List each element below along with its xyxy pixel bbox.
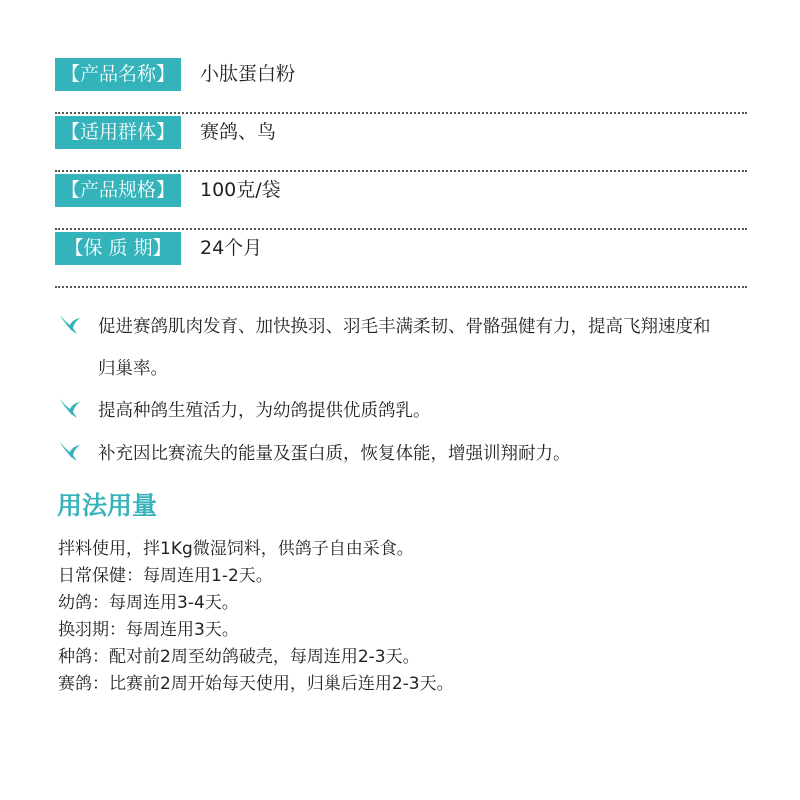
usage-line: 日常保健：每周连用1-2天。 <box>58 566 273 586</box>
swallow-bird-icon <box>58 396 82 420</box>
usage-line: 换羽期：每周连用3天。 <box>58 620 239 640</box>
spec-label: 【保 质 期】 <box>55 232 181 265</box>
feature-text: 促进赛鸽肌肉发育、加快换羽、羽毛丰满柔韧、骨骼强健有力，提高飞翔速度和归巢率。 <box>98 317 711 379</box>
swallow-bird-icon <box>58 439 82 463</box>
spec-value: 小肽蛋白粉 <box>200 63 296 85</box>
usage-list <box>58 536 454 698</box>
feature-text: 提高种鸽生殖活力，为幼鸽提供优质鸽乳。 <box>98 401 431 421</box>
spec-label: 【适用群体】 <box>55 116 181 149</box>
usage-line: 赛鸽：比赛前2周开始每天使用，归巢后连用2-3天。 <box>58 674 454 694</box>
spec-value: 24个月 <box>200 237 263 259</box>
spec-row-product-name <box>55 56 747 114</box>
feature-text: 补充因比赛流失的能量及蛋白质，恢复体能，增强训翔耐力。 <box>98 444 571 464</box>
spec-value: 赛鸽、鸟 <box>200 121 277 143</box>
spec-label: 【产品规格】 <box>55 174 181 207</box>
spec-row-product-spec <box>55 172 747 230</box>
usage-heading: 用法用量 <box>57 491 158 520</box>
usage-line: 种鸽：配对前2周至幼鸽破壳，每周连用2-3天。 <box>58 647 420 667</box>
spec-value: 100克/袋 <box>200 179 281 201</box>
usage-line: 幼鸽：每周连用3-4天。 <box>58 593 239 613</box>
spec-label: 【产品名称】 <box>55 58 181 91</box>
spec-row-shelf-life <box>55 230 747 288</box>
swallow-bird-icon <box>58 312 82 336</box>
usage-line: 拌料使用，拌1Kg微湿饲料，供鸽子自由采食。 <box>58 539 414 559</box>
spec-row-target-group <box>55 114 747 172</box>
